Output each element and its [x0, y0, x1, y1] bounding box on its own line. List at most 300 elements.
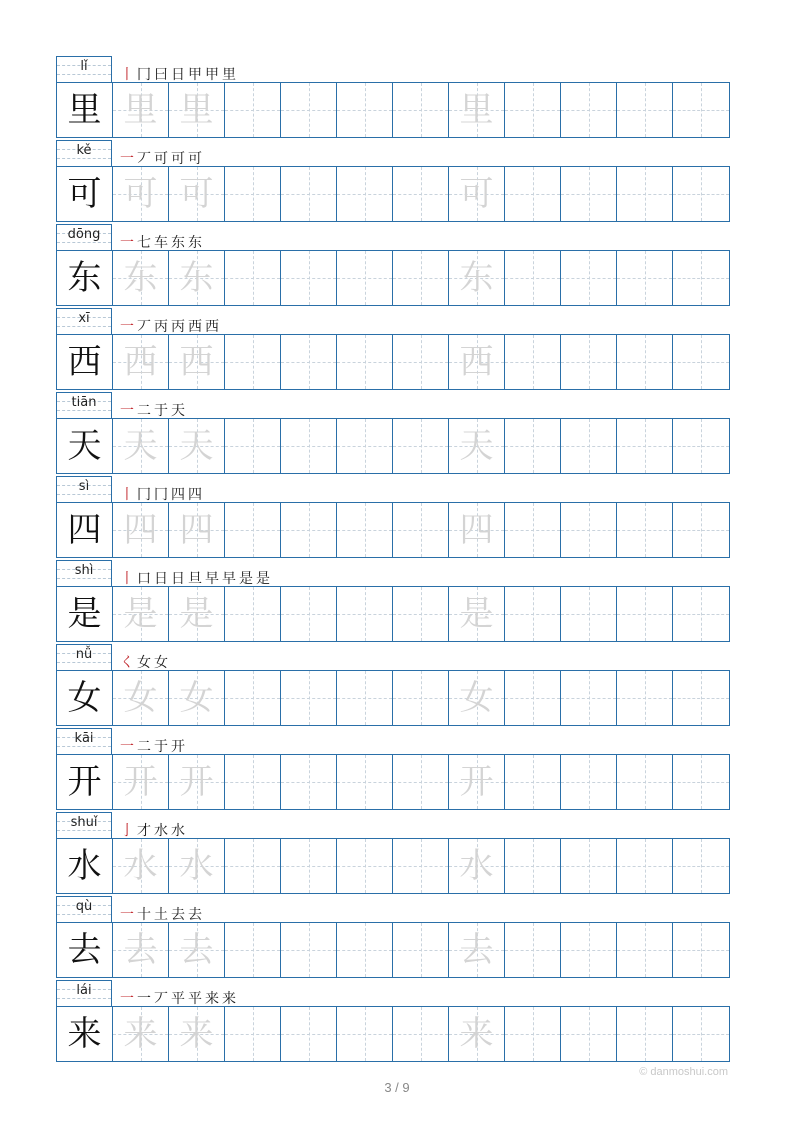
- model-cell: [56, 251, 112, 305]
- stroke-step: 天: [171, 403, 185, 419]
- practice-cell[interactable]: [280, 419, 336, 473]
- stroke-step: 冂: [137, 487, 151, 503]
- practice-cell[interactable]: [112, 671, 168, 725]
- practice-cell[interactable]: [112, 251, 168, 305]
- practice-cell[interactable]: [112, 167, 168, 221]
- stroke-step: 于: [154, 403, 168, 419]
- page-number: 3 / 9: [384, 1080, 410, 1095]
- practice-cell[interactable]: [448, 755, 504, 809]
- practice-cell[interactable]: [168, 755, 224, 809]
- practice-cell[interactable]: [504, 755, 560, 809]
- trace-character: 是: [179, 594, 214, 634]
- practice-cell[interactable]: [448, 419, 504, 473]
- stroke-step: 丆: [154, 991, 168, 1007]
- pinyin-label: tiān: [71, 395, 97, 410]
- stroke-step: 可: [171, 151, 185, 167]
- practice-cell[interactable]: [224, 1007, 280, 1061]
- practice-cell[interactable]: [168, 1007, 224, 1061]
- practice-cell[interactable]: [392, 167, 448, 221]
- model-character: 水: [67, 846, 102, 886]
- stroke-step: 二: [137, 403, 151, 419]
- practice-cell[interactable]: [616, 503, 672, 557]
- practice-row: [56, 82, 730, 138]
- trace-character: 来: [459, 1014, 494, 1054]
- practice-cell[interactable]: [616, 839, 672, 893]
- model-cell: [56, 83, 112, 137]
- stroke-step: 丆: [137, 151, 151, 167]
- model-character: 东: [67, 258, 102, 298]
- practice-cell[interactable]: [168, 923, 224, 977]
- trace-character: 东: [123, 258, 158, 298]
- practice-cell[interactable]: [280, 503, 336, 557]
- practice-cell[interactable]: [616, 1007, 672, 1061]
- trace-character: 里: [459, 90, 494, 130]
- model-character: 是: [67, 594, 102, 634]
- practice-cell[interactable]: [224, 587, 280, 641]
- practice-cell[interactable]: [392, 923, 448, 977]
- stroke-step: 丙: [171, 319, 185, 335]
- practice-cell[interactable]: [392, 1007, 448, 1061]
- stroke-step: 十: [137, 907, 151, 923]
- pinyin-label: qù: [75, 899, 93, 914]
- practice-cell[interactable]: [448, 503, 504, 557]
- practice-cell[interactable]: [336, 335, 392, 389]
- stroke-step: 丆: [137, 319, 151, 335]
- stroke-step: 来: [222, 991, 236, 1007]
- model-cell: [56, 419, 112, 473]
- stroke-step: 东: [188, 235, 202, 251]
- stroke-order: [120, 228, 202, 250]
- practice-cell[interactable]: [168, 251, 224, 305]
- stroke-step: 七: [137, 235, 151, 251]
- practice-cell[interactable]: [392, 83, 448, 137]
- trace-character: 可: [179, 174, 214, 214]
- practice-row: [56, 334, 730, 390]
- trace-character: 天: [123, 426, 158, 466]
- stroke-step: 去: [171, 907, 185, 923]
- practice-row: [56, 250, 730, 306]
- trace-character: 四: [179, 510, 214, 550]
- stroke-step: 里: [222, 67, 236, 83]
- pinyin-label: dōng: [67, 227, 101, 242]
- trace-character: 水: [459, 846, 494, 886]
- practice-cell[interactable]: [560, 587, 616, 641]
- practice-cell[interactable]: [224, 83, 280, 137]
- practice-cell[interactable]: [672, 335, 730, 389]
- character-block: [56, 140, 730, 224]
- practice-cell[interactable]: [448, 839, 504, 893]
- practice-cell[interactable]: [616, 755, 672, 809]
- stroke-step: 一: [137, 991, 151, 1007]
- practice-cell[interactable]: [168, 503, 224, 557]
- character-block: [56, 392, 730, 476]
- model-character: 女: [67, 678, 102, 718]
- stroke-step: 旦: [188, 571, 202, 587]
- practice-cell[interactable]: [168, 167, 224, 221]
- trace-character: 是: [123, 594, 158, 634]
- stroke-step: 四: [171, 487, 185, 503]
- practice-row: [56, 754, 730, 810]
- stroke-step: 丨: [120, 571, 134, 587]
- pinyin-box: [56, 812, 112, 838]
- character-block: [56, 308, 730, 392]
- practice-cell[interactable]: [448, 1007, 504, 1061]
- stroke-step: 女: [137, 655, 151, 671]
- trace-character: 西: [179, 342, 214, 382]
- model-character: 可: [67, 174, 102, 214]
- stroke-step: 一: [120, 907, 134, 923]
- practice-cell[interactable]: [672, 755, 730, 809]
- practice-cell[interactable]: [616, 419, 672, 473]
- pinyin-box: [56, 728, 112, 754]
- practice-cell[interactable]: [224, 167, 280, 221]
- practice-cell[interactable]: [672, 251, 730, 305]
- practice-cell[interactable]: [560, 1007, 616, 1061]
- practice-cell[interactable]: [280, 83, 336, 137]
- practice-cell[interactable]: [336, 503, 392, 557]
- practice-cell[interactable]: [560, 335, 616, 389]
- character-block: [56, 728, 730, 812]
- stroke-step: 开: [171, 739, 185, 755]
- practice-cell[interactable]: [672, 839, 730, 893]
- stroke-order: [120, 816, 185, 838]
- pinyin-box: [56, 980, 112, 1006]
- character-block: [56, 980, 730, 1064]
- practice-cell[interactable]: [336, 671, 392, 725]
- model-character: 四: [67, 510, 102, 550]
- practice-cell[interactable]: [112, 923, 168, 977]
- pinyin-box: [56, 644, 112, 670]
- stroke-step: 一: [120, 991, 134, 1007]
- practice-cell[interactable]: [560, 251, 616, 305]
- practice-cell[interactable]: [504, 587, 560, 641]
- practice-cell[interactable]: [280, 1007, 336, 1061]
- trace-character: 女: [459, 678, 494, 718]
- trace-character: 女: [179, 678, 214, 718]
- stroke-step: 一: [120, 235, 134, 251]
- stroke-step: 四: [188, 487, 202, 503]
- pinyin-label: shuǐ: [70, 815, 98, 830]
- character-block: [56, 644, 730, 728]
- practice-row: [56, 838, 730, 894]
- practice-row: [56, 418, 730, 474]
- trace-character: 西: [459, 342, 494, 382]
- practice-cell[interactable]: [168, 83, 224, 137]
- trace-character: 天: [459, 426, 494, 466]
- stroke-step: 西: [188, 319, 202, 335]
- practice-cell[interactable]: [112, 419, 168, 473]
- practice-cell[interactable]: [448, 251, 504, 305]
- practice-sheet: [56, 56, 730, 1064]
- practice-cell[interactable]: [112, 503, 168, 557]
- model-cell: [56, 503, 112, 557]
- stroke-order: [120, 732, 185, 754]
- model-character: 开: [67, 762, 102, 802]
- stroke-step: 土: [154, 907, 168, 923]
- model-cell: [56, 923, 112, 977]
- trace-character: 水: [123, 846, 158, 886]
- practice-cell[interactable]: [392, 503, 448, 557]
- stroke-step: 甲: [188, 67, 202, 83]
- practice-cell[interactable]: [168, 839, 224, 893]
- stroke-order: [120, 144, 202, 166]
- practice-cell[interactable]: [280, 335, 336, 389]
- stroke-step: 一: [120, 739, 134, 755]
- practice-cell[interactable]: [224, 503, 280, 557]
- practice-cell[interactable]: [392, 587, 448, 641]
- practice-row: [56, 502, 730, 558]
- character-block: [56, 56, 730, 140]
- practice-cell[interactable]: [448, 923, 504, 977]
- practice-cell[interactable]: [224, 335, 280, 389]
- stroke-step: 二: [137, 739, 151, 755]
- trace-character: 四: [459, 510, 494, 550]
- pinyin-box: [56, 308, 112, 334]
- pinyin-label: xī: [78, 311, 90, 326]
- stroke-step: 口: [137, 571, 151, 587]
- practice-row: [56, 670, 730, 726]
- trace-character: 去: [123, 930, 158, 970]
- practice-cell[interactable]: [392, 335, 448, 389]
- practice-cell[interactable]: [616, 671, 672, 725]
- stroke-step: 冂: [137, 67, 151, 83]
- practice-cell[interactable]: [224, 839, 280, 893]
- practice-cell[interactable]: [504, 167, 560, 221]
- practice-cell[interactable]: [392, 755, 448, 809]
- stroke-order: [120, 60, 236, 82]
- practice-row: [56, 586, 730, 642]
- model-cell: [56, 335, 112, 389]
- model-cell: [56, 587, 112, 641]
- practice-cell[interactable]: [336, 83, 392, 137]
- practice-cell[interactable]: [504, 503, 560, 557]
- stroke-step: 于: [154, 739, 168, 755]
- pinyin-label: shì: [74, 563, 94, 578]
- trace-character: 里: [123, 90, 158, 130]
- trace-character: 四: [123, 510, 158, 550]
- practice-cell[interactable]: [560, 923, 616, 977]
- stroke-step: 才: [137, 823, 151, 839]
- practice-cell[interactable]: [112, 1007, 168, 1061]
- stroke-step: 日: [154, 571, 168, 587]
- stroke-step: 丨: [120, 487, 134, 503]
- practice-cell[interactable]: [672, 587, 730, 641]
- pinyin-label: lái: [76, 983, 92, 998]
- practice-cell[interactable]: [504, 923, 560, 977]
- practice-cell[interactable]: [280, 755, 336, 809]
- practice-cell[interactable]: [448, 83, 504, 137]
- stroke-step: 东: [171, 235, 185, 251]
- practice-cell[interactable]: [392, 419, 448, 473]
- stroke-step: 平: [171, 991, 185, 1007]
- model-character: 天: [67, 426, 102, 466]
- model-cell: [56, 1007, 112, 1061]
- trace-character: 西: [123, 342, 158, 382]
- practice-cell[interactable]: [168, 587, 224, 641]
- character-block: [56, 896, 730, 980]
- practice-cell[interactable]: [504, 839, 560, 893]
- stroke-step: 曰: [154, 67, 168, 83]
- practice-cell[interactable]: [672, 1007, 730, 1061]
- model-cell: [56, 839, 112, 893]
- character-block: [56, 224, 730, 308]
- stroke-step: 去: [188, 907, 202, 923]
- practice-cell[interactable]: [504, 1007, 560, 1061]
- practice-cell[interactable]: [560, 839, 616, 893]
- practice-cell[interactable]: [280, 923, 336, 977]
- practice-cell[interactable]: [112, 755, 168, 809]
- trace-character: 东: [179, 258, 214, 298]
- stroke-step: 丙: [154, 319, 168, 335]
- trace-character: 来: [179, 1014, 214, 1054]
- practice-cell[interactable]: [672, 167, 730, 221]
- trace-character: 开: [179, 762, 214, 802]
- practice-row: [56, 922, 730, 978]
- practice-cell[interactable]: [672, 671, 730, 725]
- pinyin-label: sì: [78, 479, 90, 494]
- trace-character: 去: [179, 930, 214, 970]
- trace-character: 女: [123, 678, 158, 718]
- practice-cell[interactable]: [560, 419, 616, 473]
- practice-cell[interactable]: [224, 671, 280, 725]
- model-cell: [56, 167, 112, 221]
- practice-cell[interactable]: [504, 419, 560, 473]
- trace-character: 开: [459, 762, 494, 802]
- stroke-step: 来: [205, 991, 219, 1007]
- stroke-step: 早: [222, 571, 236, 587]
- stroke-step: 一: [120, 319, 134, 335]
- character-block: [56, 476, 730, 560]
- practice-cell[interactable]: [448, 167, 504, 221]
- practice-cell[interactable]: [504, 251, 560, 305]
- stroke-order: [120, 480, 202, 502]
- practice-cell[interactable]: [448, 335, 504, 389]
- practice-cell[interactable]: [224, 923, 280, 977]
- trace-character: 天: [179, 426, 214, 466]
- trace-character: 可: [459, 174, 494, 214]
- practice-cell[interactable]: [560, 503, 616, 557]
- practice-cell[interactable]: [336, 587, 392, 641]
- stroke-step: 水: [154, 823, 168, 839]
- practice-cell[interactable]: [448, 671, 504, 725]
- trace-character: 去: [459, 930, 494, 970]
- pinyin-box: [56, 476, 112, 502]
- stroke-step: 平: [188, 991, 202, 1007]
- stroke-step: 亅: [120, 823, 134, 839]
- model-cell: [56, 671, 112, 725]
- stroke-step: 丨: [120, 67, 134, 83]
- trace-character: 开: [123, 762, 158, 802]
- practice-cell[interactable]: [280, 167, 336, 221]
- stroke-step: 可: [188, 151, 202, 167]
- practice-cell[interactable]: [280, 251, 336, 305]
- practice-cell[interactable]: [112, 839, 168, 893]
- pinyin-box: [56, 224, 112, 250]
- stroke-order: [120, 900, 202, 922]
- stroke-step: 可: [154, 151, 168, 167]
- practice-cell[interactable]: [392, 251, 448, 305]
- practice-cell[interactable]: [112, 587, 168, 641]
- practice-cell[interactable]: [112, 83, 168, 137]
- trace-character: 是: [459, 594, 494, 634]
- practice-cell[interactable]: [392, 671, 448, 725]
- practice-cell[interactable]: [560, 671, 616, 725]
- practice-cell[interactable]: [336, 1007, 392, 1061]
- model-character: 西: [67, 342, 102, 382]
- practice-cell[interactable]: [336, 419, 392, 473]
- model-cell: [56, 755, 112, 809]
- practice-cell[interactable]: [224, 755, 280, 809]
- practice-cell[interactable]: [280, 587, 336, 641]
- practice-cell[interactable]: [504, 83, 560, 137]
- character-block: [56, 812, 730, 896]
- practice-cell[interactable]: [616, 167, 672, 221]
- practice-cell[interactable]: [672, 419, 730, 473]
- practice-cell[interactable]: [616, 923, 672, 977]
- watermark: © danmoshui.com: [639, 1066, 728, 1078]
- practice-row: [56, 1006, 730, 1062]
- practice-cell[interactable]: [392, 839, 448, 893]
- stroke-order: [120, 396, 185, 418]
- pinyin-label: nǚ: [75, 647, 93, 662]
- pinyin-label: kě: [76, 143, 92, 158]
- model-character: 里: [67, 90, 102, 130]
- practice-cell[interactable]: [168, 335, 224, 389]
- practice-cell[interactable]: [672, 83, 730, 137]
- pinyin-box: [56, 560, 112, 586]
- stroke-step: 甲: [205, 67, 219, 83]
- practice-cell[interactable]: [504, 671, 560, 725]
- stroke-step: 车: [154, 235, 168, 251]
- practice-cell[interactable]: [560, 83, 616, 137]
- practice-cell[interactable]: [616, 83, 672, 137]
- practice-cell[interactable]: [672, 503, 730, 557]
- stroke-step: 日: [171, 571, 185, 587]
- stroke-step: 早: [205, 571, 219, 587]
- trace-character: 来: [123, 1014, 158, 1054]
- practice-cell[interactable]: [280, 839, 336, 893]
- character-block: [56, 560, 730, 644]
- stroke-step: 日: [171, 67, 185, 83]
- practice-cell[interactable]: [280, 671, 336, 725]
- practice-cell[interactable]: [336, 167, 392, 221]
- stroke-order: [120, 312, 219, 334]
- practice-cell[interactable]: [504, 335, 560, 389]
- practice-cell[interactable]: [448, 587, 504, 641]
- practice-cell[interactable]: [336, 839, 392, 893]
- trace-character: 可: [123, 174, 158, 214]
- practice-cell[interactable]: [336, 251, 392, 305]
- stroke-step: 是: [239, 571, 253, 587]
- practice-cell[interactable]: [224, 251, 280, 305]
- practice-cell[interactable]: [112, 335, 168, 389]
- practice-cell[interactable]: [672, 923, 730, 977]
- practice-cell[interactable]: [616, 587, 672, 641]
- pinyin-label: lǐ: [80, 59, 88, 74]
- stroke-step: 一: [120, 403, 134, 419]
- practice-cell[interactable]: [168, 671, 224, 725]
- stroke-step: 是: [256, 571, 270, 587]
- practice-cell[interactable]: [336, 923, 392, 977]
- practice-cell[interactable]: [560, 167, 616, 221]
- practice-cell[interactable]: [560, 755, 616, 809]
- stroke-step: 女: [154, 655, 168, 671]
- practice-cell[interactable]: [616, 251, 672, 305]
- practice-cell[interactable]: [224, 419, 280, 473]
- practice-cell[interactable]: [168, 419, 224, 473]
- practice-cell[interactable]: [616, 335, 672, 389]
- practice-cell[interactable]: [336, 755, 392, 809]
